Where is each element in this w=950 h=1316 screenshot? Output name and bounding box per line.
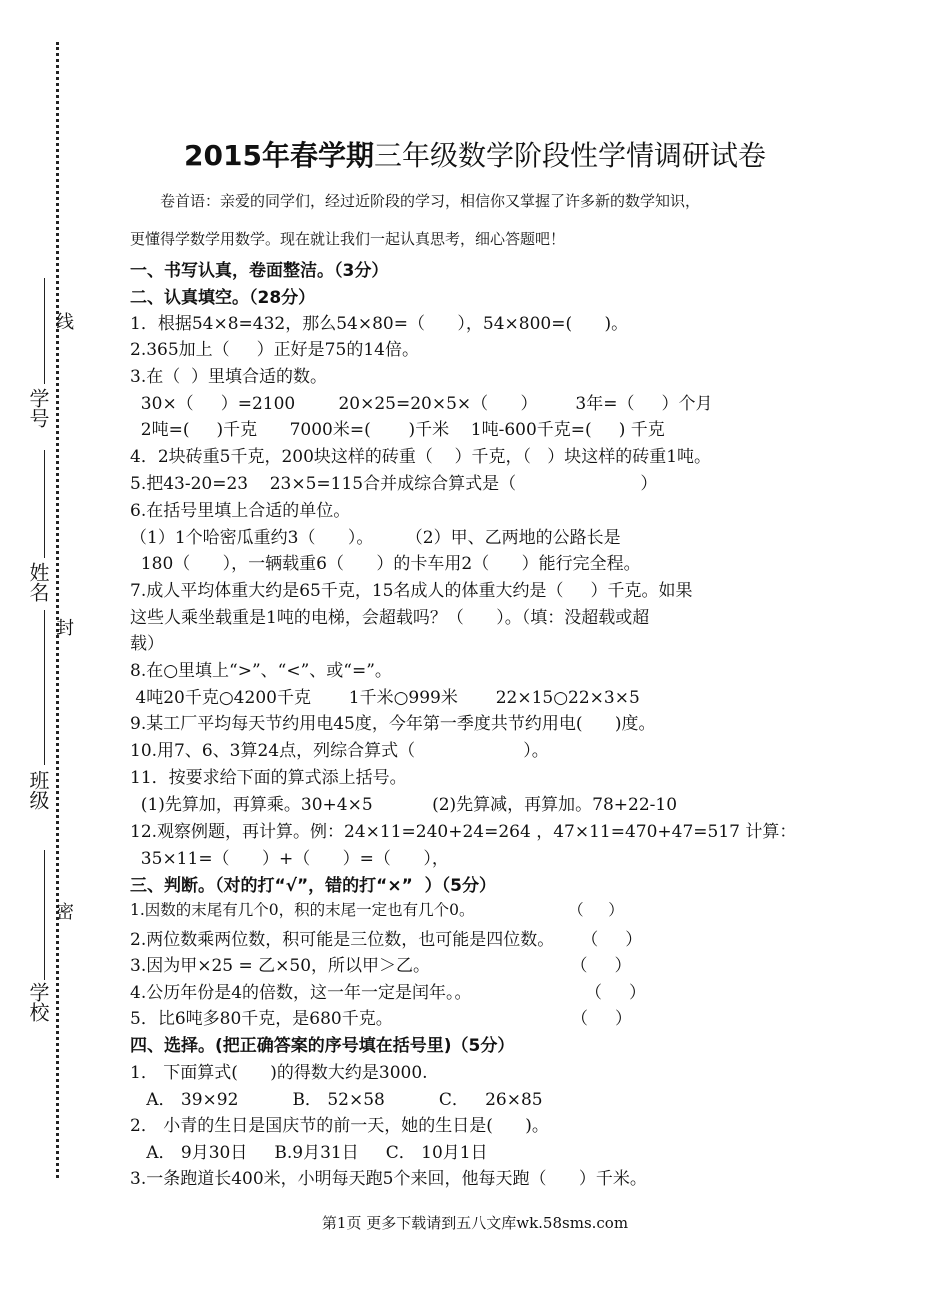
question-line: (1)先算加，再算乘。30+4×5 (2)先算减，再算加。78+22-10: [130, 795, 678, 815]
section-heading: 二、认真填空。（28分）: [130, 288, 316, 308]
class-label: 班级: [26, 770, 50, 810]
judge-line: 2.两位数乘两位数，积可能是三位数，也可能是四位数。 （ ）: [130, 930, 643, 950]
section-heading: 三、判断。（对的打“√”，错的打“×” ）（5分）: [130, 876, 496, 896]
question-line: 6.在括号里填上合适的单位。: [130, 501, 351, 521]
page-footer: 第1页 更多下载请到五八文库wk.58sms.com: [321, 1214, 629, 1232]
question-line: 2吨=( )千克 7000米=( )千米 1吨-600千克=( ) 千克: [130, 420, 665, 440]
question-line: 35×11=（ ）+（ ）=（ ），: [130, 849, 449, 869]
question-line: 1．根据54×8=432，那么54×80=（ ），54×800=( )。: [130, 314, 629, 334]
school-blank[interactable]: [44, 850, 45, 980]
intro-line: 卷首语：亲爱的同学们，经过近阶段的学习，相信你又掌握了许多新的数学知识，: [160, 192, 701, 210]
question-line: 11．按要求给下面的算式添上括号。: [130, 768, 407, 788]
question-line: 2． 小青的生日是国庆节的前一天，她的生日是( )。: [130, 1116, 549, 1136]
question-line: 1． 下面算式( )的得数大约是3000.: [130, 1063, 428, 1083]
name-label: 姓名: [26, 562, 50, 602]
option-line: A． 9月30日 B.9月31日 C． 10月1日: [130, 1143, 488, 1163]
seal-feng: 封: [53, 618, 74, 636]
question-line: 9.某工厂平均每天节约用电45度，今年第一季度共节约用电( )度。: [130, 714, 656, 734]
question-line: （1）1个哈密瓜重约3（ ）。 （2）甲、乙两地的公路长是: [130, 528, 621, 548]
question-line: 180（ ），一辆载重6（ ）的卡车用2（ ）能行完全程。: [130, 554, 641, 574]
question-line: 12.观察例题，再计算。例：24×11=240+24=264 ，47×11=470+47=517 计算：: [130, 822, 797, 842]
number-label: 学号: [26, 388, 50, 428]
class-blank[interactable]: [44, 610, 45, 765]
judge-line: 3.因为甲×25 = 乙×50，所以甲＞乙。 （ ）: [130, 956, 632, 976]
option-line: A． 39×92 B． 52×58 C． 26×85: [130, 1090, 543, 1110]
school-label: 学校: [26, 982, 50, 1022]
seal-mi: 密: [53, 902, 74, 920]
question-line: 10.用7、6、3算24点，列综合算式（ ）。: [130, 741, 549, 761]
question-line: 7.成人平均体重大约是65千克，15名成人的体重大约是（ ）千克。如果: [130, 581, 693, 601]
question-line: 5.把43-20=23 23×5=115合并成综合算式是（ ）: [130, 474, 658, 494]
judge-line: 1.因数的末尾有几个0，积的末尾一定也有几个0。 （ ）: [130, 901, 624, 919]
question-line: 4．2块砖重5千克，200块这样的砖重（ ）千克，（ ）块这样的砖重1吨。: [130, 447, 712, 467]
section-heading: 一、书写认真，卷面整洁。（3分）: [130, 261, 389, 281]
section-heading: 四、选择。(把正确答案的序号填在括号里)（5分）: [130, 1036, 515, 1056]
question-line: 4吨20千克○4200千克 1千米○999米 22×15○22×3×5: [130, 688, 640, 708]
question-line: 2.365加上（ ）正好是75的14倍。: [130, 340, 419, 360]
question-line: 这些人乘坐载重是1吨的电梯，会超载吗？（ ）。（填：没超载或超: [130, 608, 650, 628]
number-blank[interactable]: [44, 278, 45, 384]
intro-line: 更懂得学数学用数学。现在就让我们一起认真思考，细心答题吧！: [130, 230, 566, 248]
page-title: 2015年春学期三年级数学阶段性学情调研试卷: [184, 139, 766, 172]
question-line: 8.在○里填上“>”、“<”、或“=”。: [130, 661, 392, 681]
question-line: 30×（ ）=2100 20×25=20×5×（ ） 3年=（ ）个月: [130, 394, 713, 414]
judge-line: 5．比6吨多80千克，是680千克。 （ ）: [130, 1009, 633, 1029]
judge-line: 4.公历年份是4的倍数，这一年一定是闰年。。 （ ）: [130, 983, 647, 1003]
binding-dotted-line: [56, 42, 59, 1178]
name-blank[interactable]: [44, 450, 45, 558]
question-line: 载）: [130, 634, 164, 654]
question-line: 3.在（ ）里填合适的数。: [130, 367, 328, 387]
seal-xian: 线: [53, 312, 74, 330]
question-line: 3.一条跑道长400米，小明每天跑5个来回，他每天跑（ ）千米。: [130, 1169, 647, 1189]
